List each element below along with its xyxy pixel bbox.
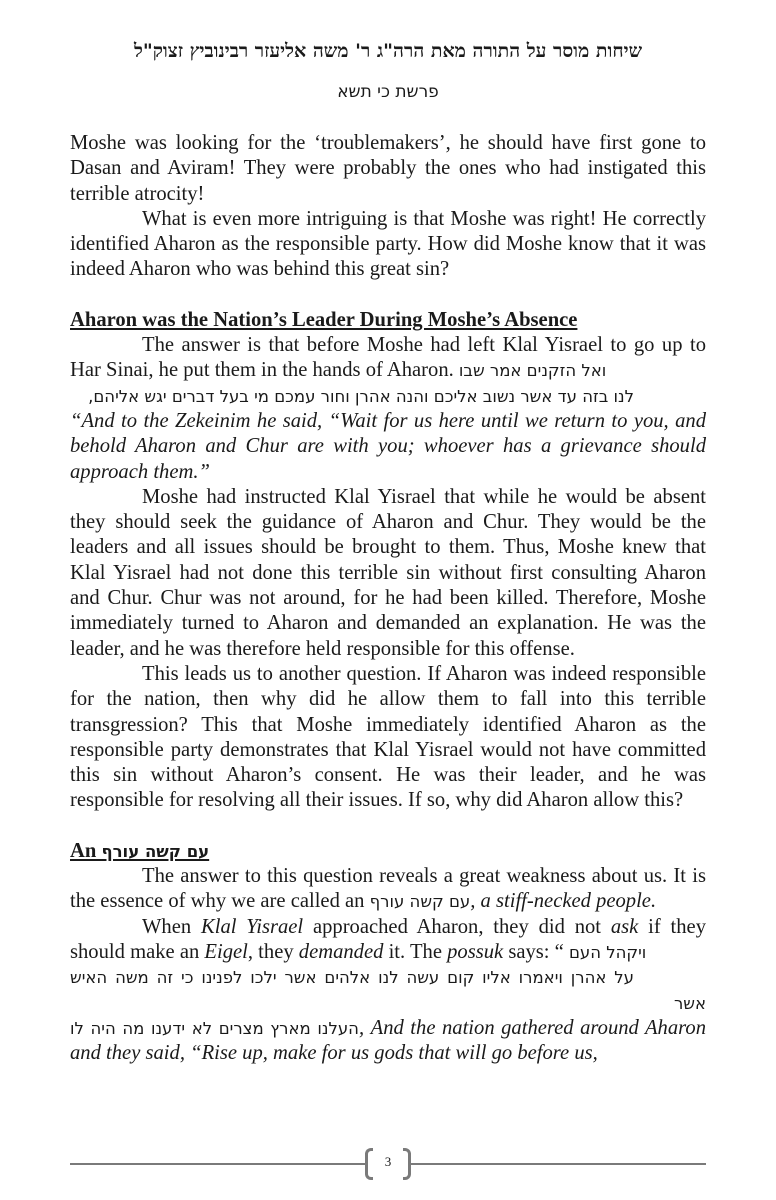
- paragraph: What is even more intriguing is that Moshe was right! He correctly identified Aharon as the responsible party. How did Moshe know that it was indeed Aharon who was behind this great sin?: [70, 207, 706, 281]
- translation-text: , a stiff-necked people.: [470, 890, 657, 913]
- text: says: “: [503, 940, 569, 963]
- paragraph: [70, 864, 706, 915]
- page-number: 3: [384, 1154, 392, 1169]
- paragraph: Moshe was looking for the ‘troublemakers’, he should have first gone to Dasan and Aviram! They were probably the ones who had instigated this terrible atrocity!: [70, 132, 706, 205]
- page-footer: [70, 1148, 706, 1182]
- translation-quote: , And the nation gathered around Aharon and they said, “Rise up, make for us gods that will go before us,: [70, 1016, 706, 1065]
- paragraph: Moshe had instructed Klal Yisrael that while he would be absent they should seek the guidance of Aharon and Chur. They would be the leaders and all issues should be brought to them. Thus, Moshe knew that Klal Yisrael had not done this terrible sin without first consulting Aharon and Chur. Chur was not around, for he had been killed. Therefore, Moshe immediately turned to Aharon and demanded an explanation. He was the leader, and he was therefore held responsible for this offense.: [70, 485, 706, 660]
- italic-term: Eigel: [204, 940, 248, 963]
- hebrew-term: עם קשה עורף: [369, 892, 471, 912]
- paragraph: [70, 915, 706, 1067]
- section-heading: [70, 839, 706, 864]
- heading-hebrew: עם קשה עורף: [101, 841, 210, 861]
- running-header-parsha: פרשת כי תשא: [337, 82, 439, 102]
- italic-term: ask: [610, 915, 639, 938]
- text: , they: [247, 940, 299, 963]
- page-body: [70, 131, 706, 1066]
- italic-term: possuk: [447, 940, 504, 963]
- hebrew-quote: ואל הזקנים אמר שבו: [458, 361, 607, 381]
- paragraph: This leads us to another question. If Aharon was indeed responsible for the nation, then why did he allow them to fall into this terrible transgression? This that Moshe immediately identified Aharon as the responsible party demonstrates that Klal Yisrael would not have committed this sin without Aharon’s consent. He was their leader, and he was responsible for resolving all their issues. If so, why did Aharon allow this?: [70, 662, 706, 812]
- text: When: [142, 915, 201, 938]
- running-header-title: שיחות מוסר על התורה מאת הרה"ג ר' משה אליעזר רבינוביץ זצוק"ל: [133, 40, 643, 62]
- footer-rule-right: [411, 1163, 706, 1165]
- hebrew-quote: העלנו מארץ מצרים לא ידענו מה היה לו: [70, 1018, 359, 1038]
- footer-rule-left: [70, 1163, 365, 1165]
- text: it. The: [383, 940, 448, 963]
- hebrew-quote: ויקהל העם: [568, 942, 647, 962]
- section-heading: Aharon was the Nation’s Leader During Moshe’s Absence: [70, 308, 578, 331]
- heading-text: An: [70, 839, 102, 862]
- paragraph-text: The answer to this question reveals a great weakness about us. It is the essence of why we are called an: [70, 865, 706, 913]
- right-bracket-ornament: [403, 1148, 411, 1180]
- hebrew-quote: לנו בזה עד אשר נשוב אליכם והנה אהרן וחור עמכם מי בעל דברים יגש אליהם,: [88, 386, 634, 406]
- left-bracket-ornament: [365, 1148, 373, 1180]
- text: if they should make an: [70, 915, 706, 963]
- paragraph: [70, 333, 706, 485]
- translation-quote: “And to the Zekeinim he said, “Wait for us here until we return to you, and behold Aharon and Chur are with you; whoever has a grievance should approach them.”: [70, 409, 706, 483]
- italic-term: Klal Yisrael: [201, 915, 304, 938]
- text: approached Aharon, they did not: [303, 915, 611, 938]
- italic-term: demanded: [298, 940, 384, 963]
- paragraph-text: The answer is that before Moshe had left Klal Yisrael to go up to Har Sinai, he put them in the hands of Aharon.: [70, 334, 706, 382]
- hebrew-quote: על אהרן ויאמרו אליו קום עשה לנו אלהים אשר ילכו לפנינו כי זה משה האיש אשר: [70, 968, 706, 1013]
